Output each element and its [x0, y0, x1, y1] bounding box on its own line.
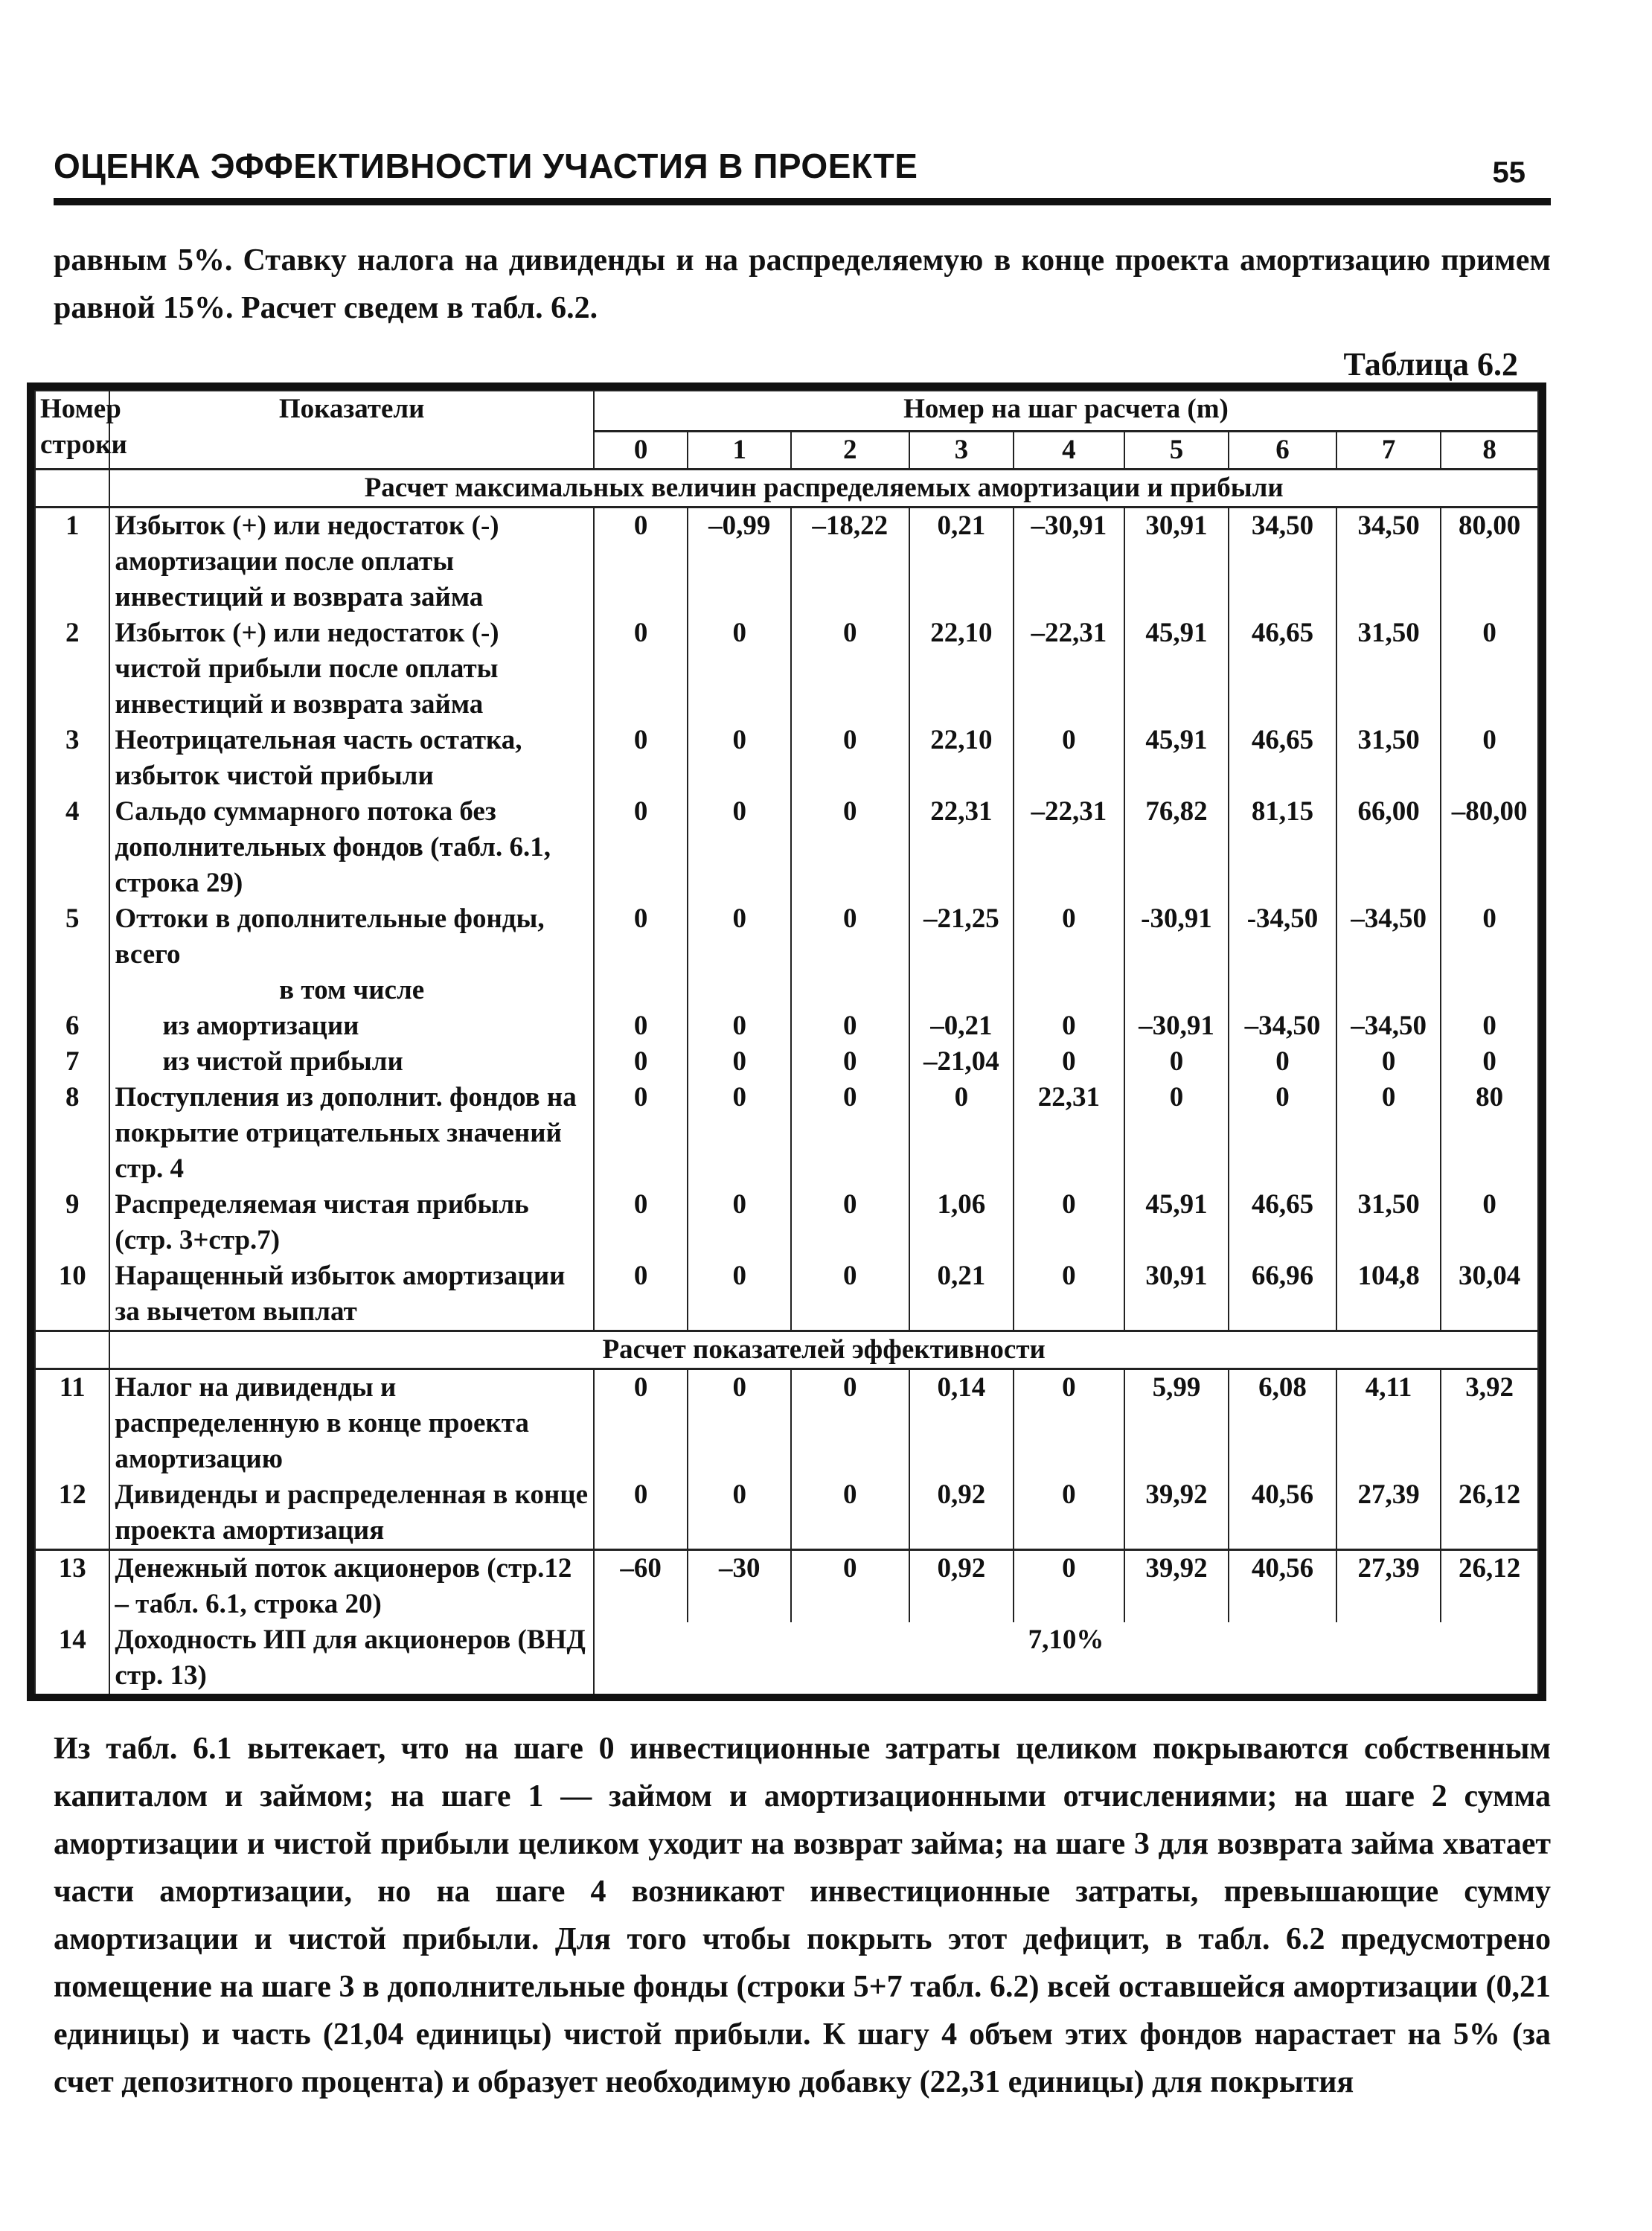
value-cell-step-0: 0	[594, 723, 688, 794]
value-cell-step-0: 0	[594, 615, 688, 723]
value-cell-step-8: 0	[1441, 1187, 1538, 1258]
value-cell-step-3: –0,21	[909, 1008, 1014, 1044]
step-header-4: 4	[1014, 432, 1124, 470]
value-cell-step-2: 0	[791, 1080, 909, 1187]
value-cell-step-3: –21,25	[909, 901, 1014, 973]
value-cell-step-5: 45,91	[1124, 1187, 1229, 1258]
value-cell-step-8	[1441, 973, 1538, 1008]
value-cell-step-6: 40,56	[1229, 1550, 1336, 1623]
table-row	[35, 723, 1538, 794]
value-cell-step-8: –80,00	[1441, 794, 1538, 901]
value-cell-step-4: 0	[1014, 1044, 1124, 1080]
table-body	[35, 470, 1538, 1694]
row-label: Избыток (+) или недостаток (-) амортизации после оплаты инвестиций и возврата займа	[109, 508, 594, 616]
value-cell-step-1: –0,99	[688, 508, 791, 616]
value-cell-step-5: 5,99	[1124, 1369, 1229, 1478]
value-cell-step-8: 80,00	[1441, 508, 1538, 616]
row-label: Доходность ИП для акционеров (ВНД стр. 13)	[109, 1622, 594, 1694]
table-row	[35, 1477, 1538, 1550]
value-cell-step-6	[1229, 973, 1336, 1008]
row-number: 7	[35, 1044, 109, 1080]
value-cell-step-5	[1124, 973, 1229, 1008]
value-cell-step-4: 0	[1014, 1258, 1124, 1331]
value-cell-step-0: 0	[594, 1044, 688, 1080]
table-row	[35, 1369, 1538, 1478]
value-cell-step-7: –34,50	[1336, 901, 1441, 973]
value-cell-step-5: -30,91	[1124, 901, 1229, 973]
value-cell-step-1: –30	[688, 1550, 791, 1623]
value-cell-step-8: 26,12	[1441, 1550, 1538, 1623]
row-number: 11	[35, 1369, 109, 1478]
row-number: 9	[35, 1187, 109, 1258]
table-row	[35, 1044, 1538, 1080]
outro-paragraph: Из табл. 6.1 вытекает, что на шаге 0 инвестиционные затраты целиком покрываются собственным капиталом и займом; на шаге 1 — займом и амортизационными отчислениями; на шаге 2 сумма амортизации и чистой прибыли целиком уходит на возврат займа; на шаге 3 для возврата займа хватает части амортизации, но на шаге 4 возникают инвестиционные затраты, превышающие сумму амортизации и чистой прибыли. Для того чтобы покрыть этот дефицит, в табл. 6.2 предусмотрено помещение на шаге 3 в дополнительные фонды (строки 5+7 табл. 6.2) всей оставшейся амортизации (0,21 единицы) и часть (21,04 единицы) чистой прибыли. К шагу 4 объем этих фондов нарастает на 5% (за счет депозитного процента) и образует необходимую добавку (22,31 единицы) для покрытия	[54, 1732, 1551, 2099]
value-cell-step-4: 0	[1014, 1187, 1124, 1258]
value-cell-step-2: 0	[791, 1369, 909, 1478]
step-header-8: 8	[1441, 432, 1538, 470]
row-label: Поступления из дополнит. фондов на покрытие отрицательных значений стр. 4	[109, 1080, 594, 1187]
table-row	[35, 1080, 1538, 1187]
value-cell-step-2: 0	[791, 615, 909, 723]
value-cell-step-1: 0	[688, 1187, 791, 1258]
step-header-3: 3	[909, 432, 1014, 470]
row-label: Денежный поток акционеров (стр.12 – табл. 6.1, строка 20)	[109, 1550, 594, 1623]
value-cell-step-0	[594, 973, 688, 1008]
value-cell-step-1: 0	[688, 1258, 791, 1331]
page-number: 55	[1492, 156, 1525, 189]
value-cell-step-0: 0	[594, 1187, 688, 1258]
value-cell-step-6: 66,96	[1229, 1258, 1336, 1331]
value-cell-step-2: 0	[791, 1187, 909, 1258]
intro-paragraph: равным 5%. Ставку налога на дивиденды и на распределяемую в конце проекта амортизацию примем равной 15%. Расчет сведем в табл. 6.2.	[54, 243, 1551, 325]
value-cell-step-2: 0	[791, 723, 909, 794]
value-cell-step-8: 3,92	[1441, 1369, 1538, 1478]
row-label: Наращенный избыток амортизации за вычетом выплат	[109, 1258, 594, 1331]
row-label: Избыток (+) или недостаток (-) чистой прибыли после оплаты инвестиций и возврата займа	[109, 615, 594, 723]
value-cell-step-0: 0	[594, 1008, 688, 1044]
section-max-values	[35, 470, 1538, 508]
value-cell-step-5: 39,92	[1124, 1477, 1229, 1550]
value-cell-step-8: 0	[1441, 723, 1538, 794]
value-cell-step-4: –30,91	[1014, 508, 1124, 616]
section-spacer	[35, 1331, 109, 1369]
step-header-2: 2	[791, 432, 909, 470]
table-row	[35, 508, 1538, 616]
step-header-0: 0	[594, 432, 688, 470]
running-header-title: ОЦЕНКА ЭФФЕКТИВНОСТИ УЧАСТИЯ В ПРОЕКТЕ	[54, 147, 918, 185]
value-cell-step-3: 0,92	[909, 1550, 1014, 1623]
value-cell-step-5: 45,91	[1124, 723, 1229, 794]
value-cell-step-1: 0	[688, 901, 791, 973]
section-max-values-title: Расчет максимальных величин распределяемых амортизации и прибыли	[109, 470, 1538, 508]
row-number: 14	[35, 1622, 109, 1694]
row-label: из чистой прибыли	[109, 1044, 594, 1080]
value-cell-step-8: 80	[1441, 1080, 1538, 1187]
value-cell-step-5: 30,91	[1124, 508, 1229, 616]
value-cell-step-1: 0	[688, 1008, 791, 1044]
value-cell-step-5: 0	[1124, 1080, 1229, 1187]
value-cell-step-7: 0	[1336, 1080, 1441, 1187]
row-number: 2	[35, 615, 109, 723]
step-header-6: 6	[1229, 432, 1336, 470]
value-cell-step-1: 0	[688, 1080, 791, 1187]
section-efficiency	[35, 1331, 1538, 1369]
value-cell-step-6: 46,65	[1229, 723, 1336, 794]
value-cell-step-4: 22,31	[1014, 1080, 1124, 1187]
value-cell-step-4: –22,31	[1014, 615, 1124, 723]
value-cell-step-3: 0,21	[909, 1258, 1014, 1331]
value-cell-step-7: 31,50	[1336, 1187, 1441, 1258]
table-row	[35, 1187, 1538, 1258]
step-header-1: 1	[688, 432, 791, 470]
value-cell-step-7: 0	[1336, 1044, 1441, 1080]
value-cell-step-1: 0	[688, 1477, 791, 1550]
value-cell-step-6: 46,65	[1229, 615, 1336, 723]
header-steps: Номер на шаг расчета (m)	[594, 391, 1538, 432]
value-cell-step-4: 0	[1014, 901, 1124, 973]
row-label: Распределяемая чистая прибыль (стр. 3+стр.7)	[109, 1187, 594, 1258]
value-cell-step-0: 0	[594, 794, 688, 901]
row-number: 8	[35, 1080, 109, 1187]
value-cell-step-4: 0	[1014, 723, 1124, 794]
row-number: 12	[35, 1477, 109, 1550]
table-row	[35, 1258, 1538, 1331]
value-cell-step-2: 0	[791, 1258, 909, 1331]
value-cell-step-4	[1014, 973, 1124, 1008]
value-cell-step-6: 0	[1229, 1080, 1336, 1187]
value-cell-step-7: 104,8	[1336, 1258, 1441, 1331]
value-cell-step-6: 34,50	[1229, 508, 1336, 616]
value-cell-step-3: 22,31	[909, 794, 1014, 901]
row-label: Сальдо суммарного потока без дополнительных фондов (табл. 6.1, строка 29)	[109, 794, 594, 901]
value-cell-step-2: –18,22	[791, 508, 909, 616]
value-cell-step-6: 6,08	[1229, 1369, 1336, 1478]
table-row	[35, 901, 1538, 973]
value-cell-step-7: 66,00	[1336, 794, 1441, 901]
value-cell-step-8: 30,04	[1441, 1258, 1538, 1331]
value-cell-step-3: 1,06	[909, 1187, 1014, 1258]
value-cell-step-0: –60	[594, 1550, 688, 1623]
header-rule	[54, 198, 1551, 205]
row-number: 10	[35, 1258, 109, 1331]
value-cell-step-3: 22,10	[909, 615, 1014, 723]
value-cell-step-1: 0	[688, 723, 791, 794]
value-cell-step-8: 26,12	[1441, 1477, 1538, 1550]
value-cell-step-3: 0,14	[909, 1369, 1014, 1478]
row-number: 1	[35, 508, 109, 616]
value-cell-step-2: 0	[791, 1477, 909, 1550]
value-cell-step-3: 0,21	[909, 508, 1014, 616]
table-row	[35, 794, 1538, 901]
value-cell-step-4: 0	[1014, 1369, 1124, 1478]
value-cell-step-7: 4,11	[1336, 1369, 1441, 1478]
value-cell-step-1: 0	[688, 794, 791, 901]
value-cell-step-0: 0	[594, 901, 688, 973]
value-cell-step-3: –21,04	[909, 1044, 1014, 1080]
value-cell-step-0: 0	[594, 1369, 688, 1478]
value-cell-step-2: 0	[791, 1044, 909, 1080]
row-label: в том числе	[109, 973, 594, 1008]
value-cell-step-2: 0	[791, 1008, 909, 1044]
value-cell-step-7	[1336, 973, 1441, 1008]
value-cell-step-6: -34,50	[1229, 901, 1336, 973]
value-cell-step-7: 34,50	[1336, 508, 1441, 616]
value-cell-step-4: 0	[1014, 1477, 1124, 1550]
value-cell-step-6: 81,15	[1229, 794, 1336, 901]
row-label: Налог на дивиденды и распределенную в конце проекта амортизацию	[109, 1369, 594, 1478]
value-cell-step-4: 0	[1014, 1008, 1124, 1044]
value-cell-step-0: 0	[594, 1258, 688, 1331]
value-cell-step-1: 0	[688, 1369, 791, 1478]
value-cell-step-8: 0	[1441, 1044, 1538, 1080]
merged-value-cell: 7,10%	[594, 1622, 1538, 1694]
row-number: 13	[35, 1550, 109, 1623]
table-row	[35, 615, 1538, 723]
value-cell-step-3: 0,92	[909, 1477, 1014, 1550]
table-row	[35, 973, 1538, 1008]
value-cell-step-2: 0	[791, 901, 909, 973]
value-cell-step-7: 31,50	[1336, 723, 1441, 794]
row-number: 6	[35, 1008, 109, 1044]
value-cell-step-3	[909, 973, 1014, 1008]
results-table	[34, 390, 1539, 1694]
step-header-7: 7	[1336, 432, 1441, 470]
row-number: 3	[35, 723, 109, 794]
value-cell-step-1: 0	[688, 615, 791, 723]
row-number: 4	[35, 794, 109, 901]
value-cell-step-5: 0	[1124, 1044, 1229, 1080]
value-cell-step-5: 76,82	[1124, 794, 1229, 901]
value-cell-step-6: 0	[1229, 1044, 1336, 1080]
row-label: Оттоки в дополнительные фонды, всего	[109, 901, 594, 973]
value-cell-step-3: 0	[909, 1080, 1014, 1187]
value-cell-step-6: 40,56	[1229, 1477, 1336, 1550]
value-cell-step-0: 0	[594, 1477, 688, 1550]
value-cell-step-0: 0	[594, 508, 688, 616]
table-row	[35, 1550, 1538, 1623]
value-cell-step-1: 0	[688, 1044, 791, 1080]
row-label: Дивиденды и распределенная в конце проекта амортизация	[109, 1477, 594, 1550]
value-cell-step-7: 27,39	[1336, 1550, 1441, 1623]
section-efficiency-title: Расчет показателей эффективности	[109, 1331, 1538, 1369]
value-cell-step-7: 31,50	[1336, 615, 1441, 723]
value-cell-step-6: –34,50	[1229, 1008, 1336, 1044]
value-cell-step-2	[791, 973, 909, 1008]
header-indicators: Показатели	[109, 391, 594, 470]
value-cell-step-2: 0	[791, 794, 909, 901]
row-label: из амортизации	[109, 1008, 594, 1044]
value-cell-step-1	[688, 973, 791, 1008]
value-cell-step-2: 0	[791, 1550, 909, 1623]
value-cell-step-5: 30,91	[1124, 1258, 1229, 1331]
header-row-number: Номер строки	[35, 391, 109, 470]
value-cell-step-0: 0	[594, 1080, 688, 1187]
table-caption: Таблица 6.2	[1343, 346, 1518, 382]
value-cell-step-8: 0	[1441, 615, 1538, 723]
value-cell-step-7: 27,39	[1336, 1477, 1441, 1550]
value-cell-step-5: 39,92	[1124, 1550, 1229, 1623]
value-cell-step-8: 0	[1441, 1008, 1538, 1044]
value-cell-step-3: 22,10	[909, 723, 1014, 794]
table-row	[35, 1622, 1538, 1694]
row-label: Неотрицательная часть остатка, избыток чистой прибыли	[109, 723, 594, 794]
value-cell-step-4: –22,31	[1014, 794, 1124, 901]
step-header-5: 5	[1124, 432, 1229, 470]
value-cell-step-7: –34,50	[1336, 1008, 1441, 1044]
section-spacer	[35, 470, 109, 508]
table-row	[35, 1008, 1538, 1044]
value-cell-step-8: 0	[1441, 901, 1538, 973]
value-cell-step-5: –30,91	[1124, 1008, 1229, 1044]
value-cell-step-5: 45,91	[1124, 615, 1229, 723]
row-number: 5	[35, 901, 109, 973]
value-cell-step-6: 46,65	[1229, 1187, 1336, 1258]
row-number	[35, 973, 109, 1008]
value-cell-step-4: 0	[1014, 1550, 1124, 1623]
